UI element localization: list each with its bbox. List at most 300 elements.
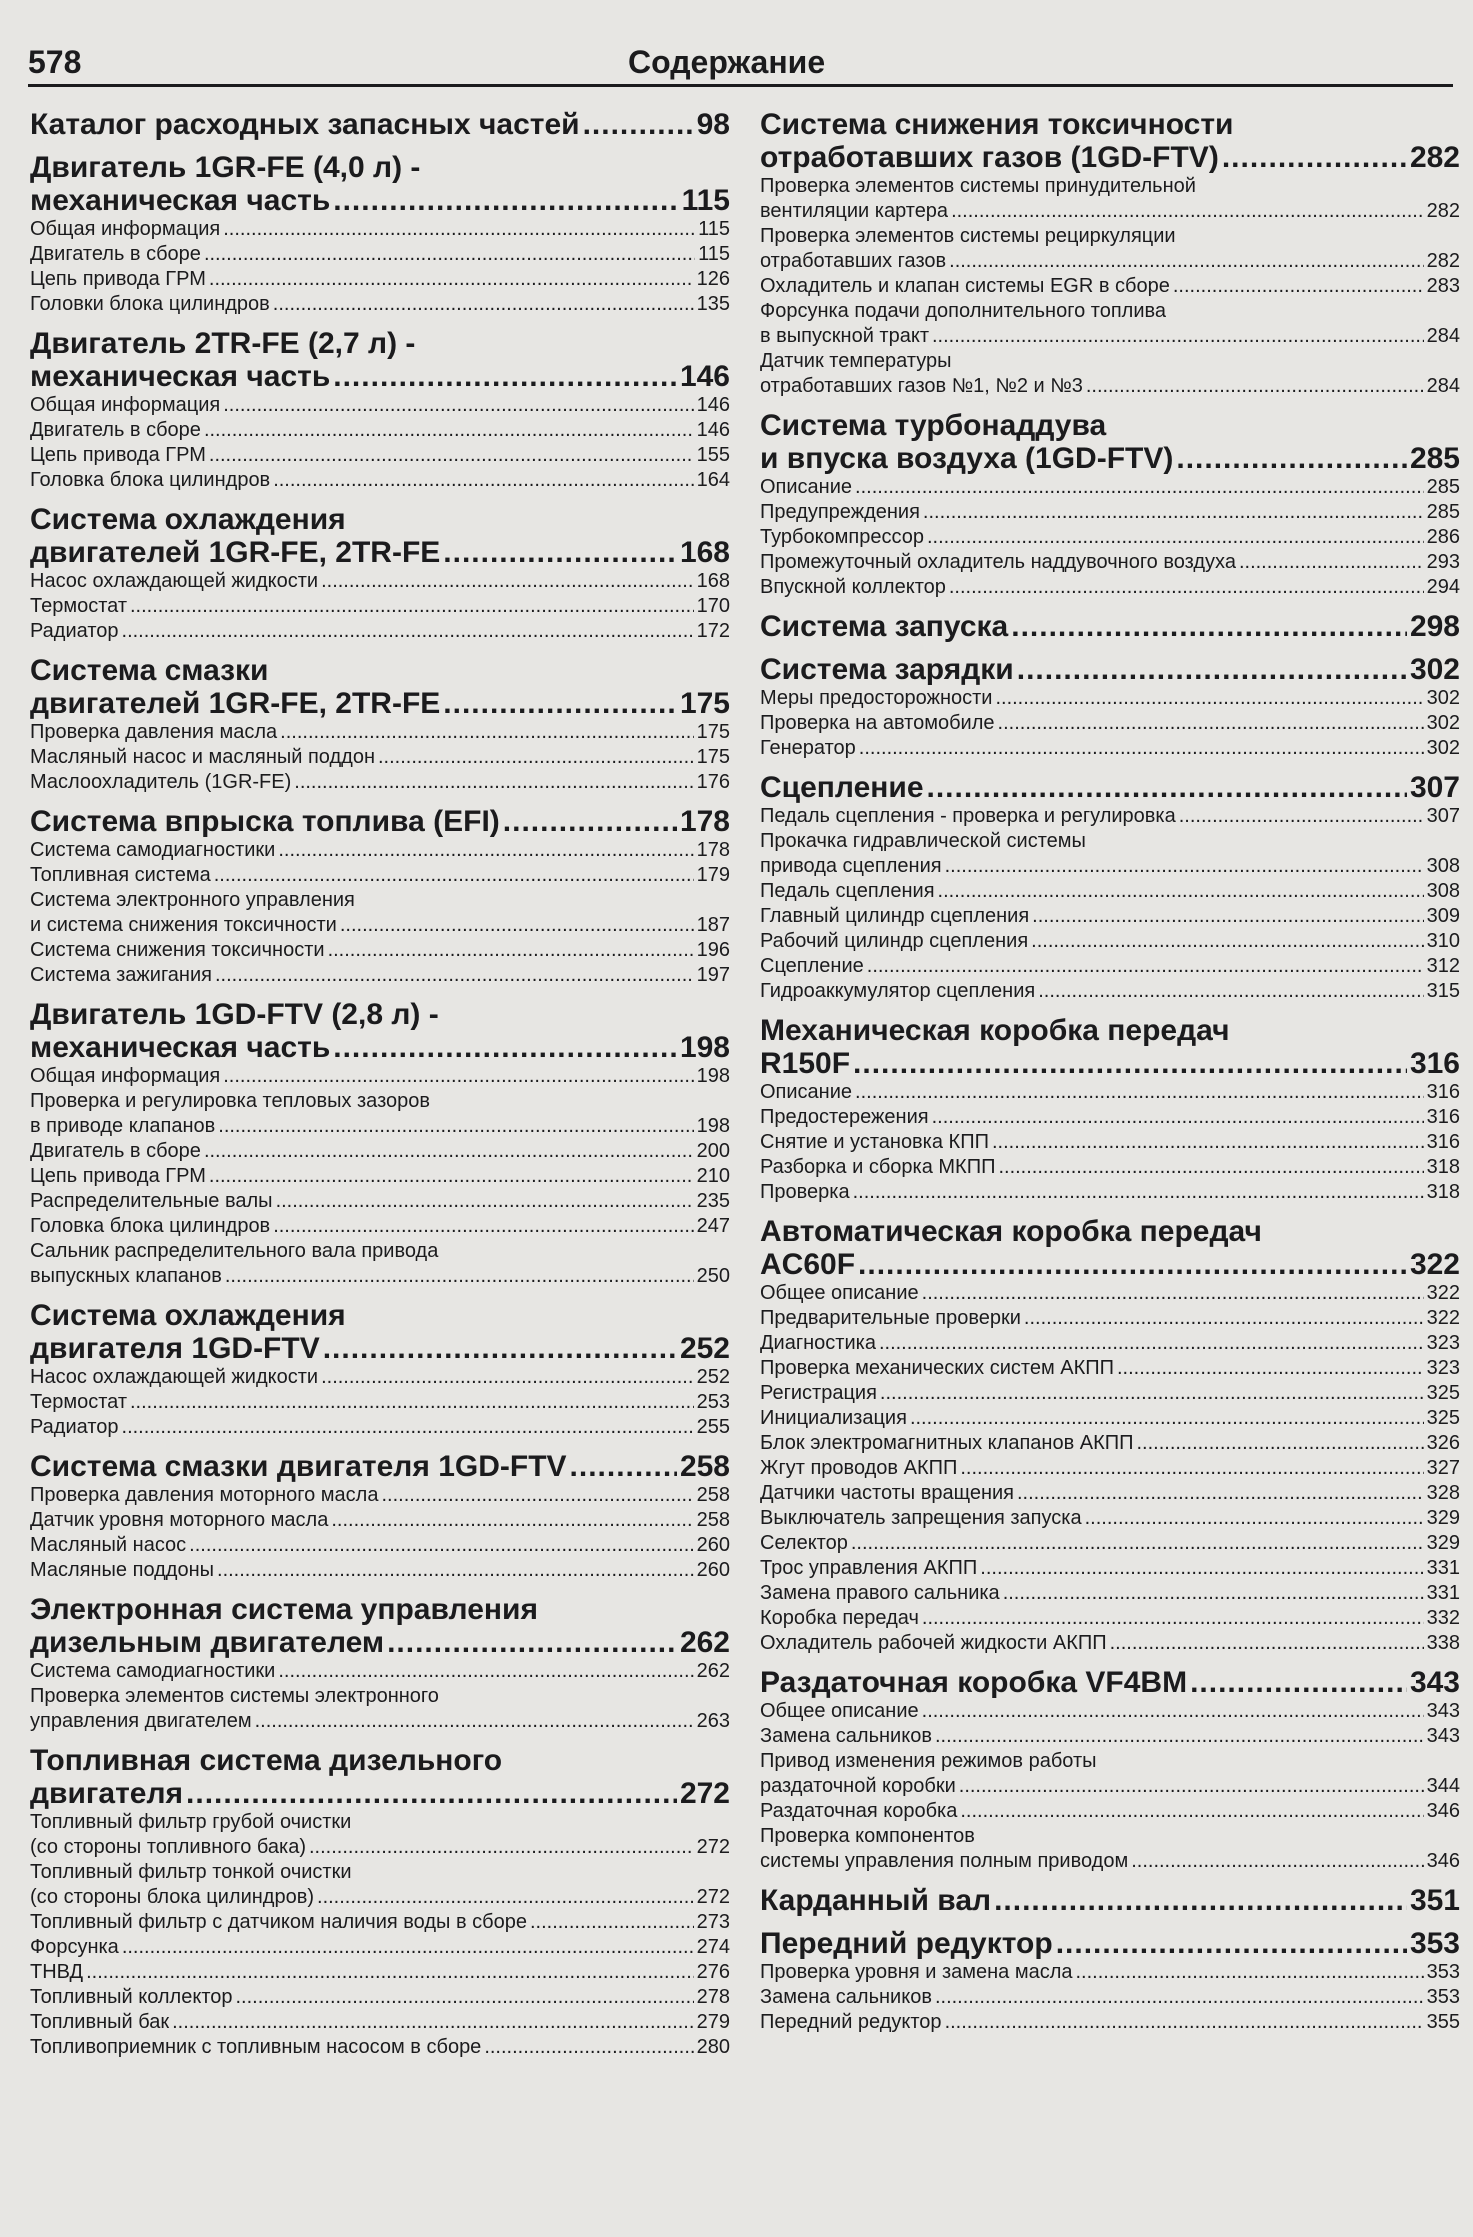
heading-line: Электронная система управления bbox=[30, 1593, 538, 1626]
heading-row bbox=[760, 1248, 1460, 1281]
dot-leader bbox=[923, 500, 1424, 525]
toc-section bbox=[30, 327, 730, 493]
toc-entry bbox=[760, 736, 1460, 761]
dot-leader bbox=[255, 1709, 694, 1734]
heading-row bbox=[760, 141, 1460, 174]
entry-text: Выключатель запрещения запуска bbox=[760, 1507, 1082, 1529]
entry-row bbox=[30, 1214, 730, 1239]
entry-text: Система зажигания bbox=[30, 964, 212, 986]
dot-leader bbox=[938, 879, 1424, 904]
toc-entry bbox=[30, 1164, 730, 1189]
entry-page-number: 274 bbox=[696, 1936, 730, 1958]
section-heading bbox=[30, 503, 730, 569]
heading-text: и впуска воздуха (1GD-FTV) bbox=[760, 442, 1174, 475]
heading-text: двигателей 1GR-FE, 2TR-FE bbox=[30, 536, 441, 569]
dot-leader bbox=[294, 770, 693, 795]
entry-text: Описание bbox=[760, 476, 853, 498]
dot-leader bbox=[927, 771, 1407, 804]
entry-text: Датчики частоты вращения bbox=[760, 1482, 1014, 1504]
entry-page-number: 308 bbox=[1426, 855, 1460, 877]
toc-entry bbox=[760, 1130, 1460, 1155]
dot-leader bbox=[333, 360, 677, 393]
entry-text: Снятие и установка КПП bbox=[760, 1131, 989, 1153]
heading-text: Система смазки двигателя 1GD-FTV bbox=[30, 1450, 567, 1483]
section-heading bbox=[760, 771, 1460, 804]
entry-text: Жгут проводов АКПП bbox=[760, 1457, 958, 1479]
entry-line: Проверка элементов системы электронного bbox=[30, 1685, 439, 1707]
toc-section bbox=[30, 108, 730, 141]
dot-leader bbox=[858, 1248, 1407, 1281]
entry-text: управления двигателем bbox=[30, 1710, 252, 1732]
entry-text: Проверка bbox=[760, 1181, 850, 1203]
entry-page-number: 346 bbox=[1426, 1850, 1460, 1872]
header-rule bbox=[28, 84, 1453, 87]
entry-page-number: 282 bbox=[1426, 250, 1460, 272]
entry-page-number: 315 bbox=[1426, 980, 1460, 1002]
page-title: Содержание bbox=[628, 44, 826, 80]
heading-text: AC60F bbox=[760, 1248, 856, 1281]
entry-page-number: 198 bbox=[696, 1065, 730, 1087]
entry-page-number: 312 bbox=[1426, 955, 1460, 977]
section-page-number: 175 bbox=[679, 687, 730, 720]
entry-row bbox=[30, 963, 730, 988]
entry-page-number: 135 bbox=[696, 293, 730, 315]
entry-text: Термостат bbox=[30, 1391, 127, 1413]
entry-row bbox=[760, 979, 1460, 1004]
dot-leader bbox=[1239, 550, 1424, 575]
toc-entry bbox=[30, 1684, 730, 1734]
toc-entry bbox=[30, 468, 730, 493]
toc-entry bbox=[760, 299, 1460, 349]
heading-line: Система охлаждения bbox=[30, 1299, 346, 1332]
section-heading bbox=[760, 610, 1460, 643]
entry-page-number: 285 bbox=[1426, 501, 1460, 523]
entry-text: Коробка передач bbox=[760, 1607, 919, 1629]
heading-line: Система снижения токсичности bbox=[760, 108, 1234, 141]
entry-row bbox=[760, 2010, 1460, 2035]
entry-line: Система электронного управления bbox=[30, 889, 355, 911]
entry-page-number: 187 bbox=[696, 914, 730, 936]
entry-row bbox=[760, 1849, 1460, 1874]
dot-leader bbox=[1056, 1927, 1407, 1960]
dot-leader bbox=[273, 292, 694, 317]
entry-text: Охладитель и клапан системы EGR в сборе bbox=[760, 275, 1170, 297]
entry-row bbox=[30, 938, 730, 963]
entry-text: Общее описание bbox=[760, 1282, 919, 1304]
entry-text: в приводе клапанов bbox=[30, 1115, 216, 1137]
entry-text: Раздаточная коробка bbox=[760, 1800, 958, 1822]
entry-line: Датчик температуры bbox=[760, 350, 952, 372]
entry-row bbox=[760, 804, 1460, 829]
entry-row bbox=[760, 1155, 1460, 1180]
heading-row bbox=[760, 1047, 1460, 1080]
entry-row bbox=[760, 1531, 1460, 1556]
entry-row bbox=[30, 1985, 730, 2010]
dot-leader bbox=[1131, 1849, 1423, 1874]
dot-leader bbox=[122, 1935, 694, 1960]
toc-entry bbox=[760, 1556, 1460, 1581]
toc-entry bbox=[760, 979, 1460, 1004]
entry-page-number: 176 bbox=[696, 771, 730, 793]
entry-page-number: 316 bbox=[1426, 1106, 1460, 1128]
section-page-number: 115 bbox=[681, 184, 730, 217]
section-page-number: 168 bbox=[679, 536, 730, 569]
entry-page-number: 260 bbox=[696, 1534, 730, 1556]
entry-line: Форсунка подачи дополнительного топлива bbox=[760, 300, 1167, 322]
dot-leader bbox=[443, 536, 677, 569]
entry-page-number: 316 bbox=[1426, 1081, 1460, 1103]
section-page-number: 178 bbox=[679, 805, 730, 838]
toc-entry bbox=[760, 904, 1460, 929]
entry-row bbox=[760, 1774, 1460, 1799]
toc-entry bbox=[760, 1105, 1460, 1130]
dot-leader bbox=[172, 2010, 694, 2035]
toc-entry bbox=[760, 525, 1460, 550]
section-page-number: 272 bbox=[679, 1777, 730, 1810]
entry-row bbox=[760, 525, 1460, 550]
toc-entry bbox=[760, 829, 1460, 879]
entry-page-number: 168 bbox=[696, 570, 730, 592]
entry-page-number: 197 bbox=[696, 964, 730, 986]
entry-row bbox=[760, 1130, 1460, 1155]
heading-line: Двигатель 1GR-FE (4,0 л) - bbox=[30, 151, 421, 184]
entry-text: Датчик уровня моторного масла bbox=[30, 1509, 329, 1531]
entry-row bbox=[760, 711, 1460, 736]
entry-row bbox=[760, 1481, 1460, 1506]
entry-text: системы управления полным приводом bbox=[760, 1850, 1129, 1872]
section-heading bbox=[760, 1014, 1460, 1080]
entry-page-number: 255 bbox=[696, 1416, 730, 1438]
toc-entry bbox=[30, 1483, 730, 1508]
entry-page-number: 326 bbox=[1426, 1432, 1460, 1454]
entry-page-number: 302 bbox=[1426, 712, 1460, 734]
toc-entry bbox=[760, 954, 1460, 979]
toc-section bbox=[30, 151, 730, 317]
entry-page-number: 329 bbox=[1426, 1507, 1460, 1529]
toc-entry bbox=[760, 1456, 1460, 1481]
entry-text: Головка блока цилиндров bbox=[30, 469, 271, 491]
entry-row bbox=[30, 1960, 730, 1985]
heading-row bbox=[30, 1031, 730, 1064]
entry-page-number: 331 bbox=[1426, 1582, 1460, 1604]
entry-text: (со стороны топливного бака) bbox=[30, 1836, 306, 1858]
entry-page-number: 276 bbox=[696, 1961, 730, 1983]
entry-text: Насос охлаждающей жидкости bbox=[30, 1366, 319, 1388]
dot-leader bbox=[340, 913, 694, 938]
heading-text: двигателей 1GR-FE, 2TR-FE bbox=[30, 687, 441, 720]
entry-page-number: 343 bbox=[1426, 1700, 1460, 1722]
dot-leader bbox=[321, 1365, 694, 1390]
entry-text: Масляные поддоны bbox=[30, 1559, 215, 1581]
toc-entry bbox=[760, 1331, 1460, 1356]
toc-section bbox=[30, 1450, 730, 1583]
entry-page-number: 327 bbox=[1426, 1457, 1460, 1479]
toc-entry bbox=[760, 1155, 1460, 1180]
dot-leader bbox=[1017, 653, 1407, 686]
entry-text: Гидроаккумулятор сцепления bbox=[760, 980, 1036, 1002]
dot-leader bbox=[1003, 1581, 1424, 1606]
toc-entry bbox=[30, 1935, 730, 1960]
dot-leader bbox=[960, 1456, 1423, 1481]
dot-leader bbox=[935, 1985, 1424, 2010]
dot-leader bbox=[945, 2010, 1424, 2035]
section-page-number: 252 bbox=[679, 1332, 730, 1365]
entry-row bbox=[30, 1139, 730, 1164]
toc-entry bbox=[30, 1659, 730, 1684]
toc-entry bbox=[30, 569, 730, 594]
entry-text: Головки блока цилиндров bbox=[30, 293, 270, 315]
section-heading bbox=[30, 1744, 730, 1810]
entry-text: Топливный фильтр с датчиком наличия воды в сборе bbox=[30, 1911, 527, 1933]
entry-line: Проверка компонентов bbox=[760, 1825, 975, 1847]
heading-text: Раздаточная коробка VF4BM bbox=[760, 1666, 1188, 1699]
heading-text: двигателя 1GD-FTV bbox=[30, 1332, 320, 1365]
entry-row bbox=[760, 1356, 1460, 1381]
entry-page-number: 272 bbox=[696, 1836, 730, 1858]
heading-text: Система запуска bbox=[760, 610, 1009, 643]
section-page-number: 351 bbox=[1409, 1884, 1460, 1917]
entry-text: Передний редуктор bbox=[760, 2011, 942, 2033]
entry-text: Предостережения bbox=[760, 1106, 929, 1128]
toc-section bbox=[760, 1666, 1460, 1874]
entry-text: отработавших газов bbox=[760, 250, 947, 272]
entry-text: Инициализация bbox=[760, 1407, 907, 1429]
entry-text: Топливная система bbox=[30, 864, 211, 886]
entry-text: Двигатель в сборе bbox=[30, 419, 201, 441]
dot-leader bbox=[922, 1606, 1424, 1631]
toc-entry bbox=[760, 1799, 1460, 1824]
entry-row bbox=[760, 1281, 1460, 1306]
entry-page-number: 170 bbox=[696, 595, 730, 617]
toc-entry bbox=[30, 267, 730, 292]
entry-row bbox=[30, 1709, 730, 1734]
entry-text: Впускной коллектор bbox=[760, 576, 946, 598]
entry-row bbox=[760, 324, 1460, 349]
entry-row bbox=[30, 443, 730, 468]
heading-line: Автоматическая коробка передач bbox=[760, 1215, 1262, 1248]
toc-entry bbox=[30, 1508, 730, 1533]
section-page-number: 307 bbox=[1409, 771, 1460, 804]
page-header bbox=[28, 44, 1453, 88]
dot-leader bbox=[503, 805, 677, 838]
dot-leader bbox=[949, 575, 1424, 600]
toc-entry bbox=[760, 1481, 1460, 1506]
toc-entry bbox=[30, 1189, 730, 1214]
dot-leader bbox=[381, 1483, 693, 1508]
dot-leader bbox=[853, 1180, 1424, 1205]
section-page-number: 262 bbox=[679, 1626, 730, 1659]
entry-line: Сальник распределительного вала привода bbox=[30, 1240, 439, 1262]
entry-row bbox=[760, 904, 1460, 929]
dot-leader bbox=[583, 108, 694, 141]
entry-text: Цепь привода ГРМ bbox=[30, 1165, 206, 1187]
dot-leader bbox=[204, 242, 695, 267]
dot-leader bbox=[333, 184, 678, 217]
section-page-number: 316 bbox=[1409, 1047, 1460, 1080]
entry-text: Проверка уровня и замена масла bbox=[760, 1961, 1073, 1983]
toc-entry bbox=[760, 2010, 1460, 2035]
entry-row bbox=[760, 1724, 1460, 1749]
dot-leader bbox=[333, 1031, 677, 1064]
toc-section bbox=[760, 653, 1460, 761]
entry-row bbox=[760, 1456, 1460, 1481]
entry-text: Предупреждения bbox=[760, 501, 920, 523]
entry-line: Привод изменения режимов работы bbox=[760, 1750, 1097, 1772]
entry-page-number: 146 bbox=[696, 394, 730, 416]
toc-entry bbox=[30, 292, 730, 317]
dot-leader bbox=[209, 267, 694, 292]
dot-leader bbox=[1085, 1506, 1424, 1531]
entry-row bbox=[760, 1799, 1460, 1824]
entry-row bbox=[30, 594, 730, 619]
entry-row bbox=[30, 2035, 730, 2060]
heading-line: Топливная система дизельного bbox=[30, 1744, 503, 1777]
toc-entry bbox=[30, 1415, 730, 1440]
dot-leader bbox=[1038, 979, 1423, 1004]
entry-page-number: 273 bbox=[696, 1911, 730, 1933]
entry-page-number: 355 bbox=[1426, 2011, 1460, 2033]
heading-row bbox=[30, 687, 730, 720]
entry-page-number: 302 bbox=[1426, 737, 1460, 759]
entry-page-number: 332 bbox=[1426, 1607, 1460, 1629]
entry-page-number: 302 bbox=[1426, 687, 1460, 709]
entry-row bbox=[760, 1699, 1460, 1724]
heading-text: R150F bbox=[760, 1047, 851, 1080]
dot-leader bbox=[994, 1884, 1407, 1917]
toc-entry bbox=[30, 1214, 730, 1239]
dot-leader bbox=[273, 468, 693, 493]
section-heading bbox=[30, 998, 730, 1064]
entry-line: Проверка элементов системы принудительной bbox=[760, 175, 1196, 197]
entry-page-number: 343 bbox=[1426, 1725, 1460, 1747]
toc-entry bbox=[30, 1558, 730, 1583]
dot-leader bbox=[443, 687, 677, 720]
heading-row bbox=[30, 1777, 730, 1810]
heading-row bbox=[30, 1626, 730, 1659]
dot-leader bbox=[328, 938, 694, 963]
entry-row bbox=[760, 274, 1460, 299]
entry-text: Проверка давления масла bbox=[30, 721, 278, 743]
entry-row bbox=[30, 619, 730, 644]
toc-entry bbox=[30, 619, 730, 644]
toc-section bbox=[30, 654, 730, 795]
entry-text: Описание bbox=[760, 1081, 853, 1103]
entry-page-number: 175 bbox=[696, 746, 730, 768]
dot-leader bbox=[204, 1139, 694, 1164]
entry-text: Система самодиагностики bbox=[30, 839, 276, 861]
toc-entry bbox=[760, 1281, 1460, 1306]
entry-row bbox=[760, 1406, 1460, 1431]
entry-row bbox=[30, 217, 730, 242]
dot-leader bbox=[927, 525, 1424, 550]
toc-section bbox=[30, 998, 730, 1289]
entry-text: Диагностика bbox=[760, 1332, 876, 1354]
dot-leader bbox=[309, 1835, 694, 1860]
entry-text: Распределительные валы bbox=[30, 1190, 273, 1212]
dot-leader bbox=[278, 1659, 693, 1684]
dot-leader bbox=[1110, 1631, 1424, 1656]
heading-line: Система смазки bbox=[30, 654, 269, 687]
dot-leader bbox=[859, 736, 1424, 761]
dot-leader bbox=[204, 418, 694, 443]
dot-leader bbox=[949, 249, 1423, 274]
entry-row bbox=[760, 1080, 1460, 1105]
toc-entry bbox=[30, 1860, 730, 1910]
entry-row bbox=[30, 720, 730, 745]
entry-text: Главный цилиндр сцепления bbox=[760, 905, 1030, 927]
entry-page-number: 293 bbox=[1426, 551, 1460, 573]
toc-entry bbox=[760, 1606, 1460, 1631]
entry-text: Система снижения токсичности bbox=[30, 939, 325, 961]
dot-leader bbox=[122, 619, 694, 644]
heading-line: Система турбонаддува bbox=[760, 409, 1107, 442]
dot-leader bbox=[1086, 374, 1424, 399]
entry-page-number: 307 bbox=[1426, 805, 1460, 827]
entry-row bbox=[30, 913, 730, 938]
entry-page-number: 178 bbox=[696, 839, 730, 861]
entry-row bbox=[30, 418, 730, 443]
entry-text: вентиляции картера bbox=[760, 200, 949, 222]
entry-text: Общая информация bbox=[30, 1065, 221, 1087]
toc-entry bbox=[760, 1506, 1460, 1531]
entry-text: Проверка на автомобиле bbox=[760, 712, 995, 734]
toc-entry bbox=[30, 1985, 730, 2010]
entry-text: Блок электромагнитных клапанов АКПП bbox=[760, 1432, 1134, 1454]
dot-leader bbox=[910, 1406, 1424, 1431]
entry-page-number: 280 bbox=[696, 2036, 730, 2058]
section-page-number: 343 bbox=[1409, 1666, 1460, 1699]
entry-page-number: 323 bbox=[1426, 1357, 1460, 1379]
toc-entry bbox=[30, 770, 730, 795]
entry-row bbox=[760, 249, 1460, 274]
entry-page-number: 260 bbox=[696, 1559, 730, 1581]
dot-leader bbox=[1222, 141, 1407, 174]
entry-row bbox=[760, 1606, 1460, 1631]
section-page-number: 302 bbox=[1409, 653, 1460, 686]
heading-text: дизельным двигателем bbox=[30, 1626, 385, 1659]
entry-page-number: 322 bbox=[1426, 1307, 1460, 1329]
dot-leader bbox=[960, 1799, 1423, 1824]
heading-text: Система зарядки bbox=[760, 653, 1014, 686]
entry-row bbox=[30, 1935, 730, 1960]
entry-page-number: 338 bbox=[1426, 1632, 1460, 1654]
dot-leader bbox=[959, 1774, 1424, 1799]
entry-page-number: 325 bbox=[1426, 1382, 1460, 1404]
dot-leader bbox=[215, 963, 694, 988]
entry-page-number: 252 bbox=[696, 1366, 730, 1388]
section-page-number: 353 bbox=[1409, 1927, 1460, 1960]
entry-text: в выпускной тракт bbox=[760, 325, 929, 347]
dot-leader bbox=[122, 1415, 694, 1440]
heading-text: двигателя bbox=[30, 1777, 184, 1810]
dot-leader bbox=[880, 1381, 1424, 1406]
entry-row bbox=[760, 1985, 1460, 2010]
toc-entry bbox=[760, 1699, 1460, 1724]
entry-row bbox=[30, 569, 730, 594]
toc-entry bbox=[760, 711, 1460, 736]
entry-page-number: 175 bbox=[696, 721, 730, 743]
toc-left-column bbox=[30, 108, 730, 2070]
toc-entry bbox=[760, 224, 1460, 274]
entry-page-number: 278 bbox=[696, 1986, 730, 2008]
dot-leader bbox=[1032, 904, 1423, 929]
entry-page-number: 329 bbox=[1426, 1532, 1460, 1554]
toc-entry bbox=[30, 217, 730, 242]
dot-leader bbox=[236, 1985, 694, 2010]
entry-page-number: 284 bbox=[1426, 325, 1460, 347]
entry-text: Общая информация bbox=[30, 394, 221, 416]
entry-text: отработавших газов №1, №2 и №3 bbox=[760, 375, 1083, 397]
